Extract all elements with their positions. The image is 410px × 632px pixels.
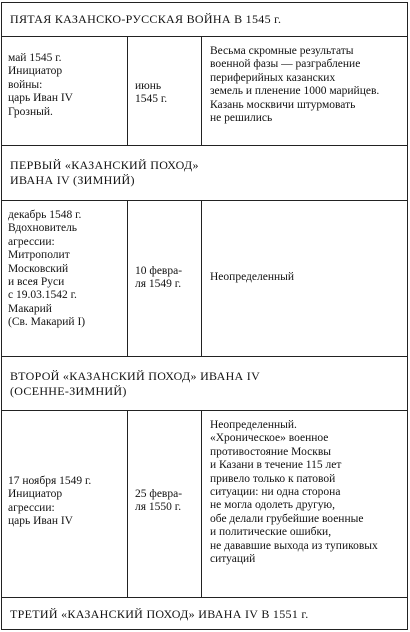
- result-cell: Весьма скромные результаты военной фазы — разграбление периферийных казанских земель и пленение 1000 марийцев. Казань москвичи штурмовать не решились: [210, 45, 380, 125]
- section-heading: ПЕРВЫЙ «КАЗАНСКИЙ ПОХОД» ИВАНА IV (ЗИМНИЙ): [10, 158, 199, 187]
- end-date-cell: 25 февра- ля 1550 г.: [128, 411, 202, 597]
- end-date-cell: июнь 1545 г.: [128, 37, 202, 145]
- section-heading: ТРЕТИЙ «КАЗАНСКИЙ ПОХОД» ИВАНА IV В 1551 г.: [10, 607, 309, 621]
- result-cell: Неопределенный. «Хроническое» военное противостояние Москвы и Казани в течение 115 лет привело только к патовой ситуации: ни одна сторона не могла одолеть другую, обе делали грубейшие военные и политические ошибки, не дававшие выхода из тупиковых ситуаций: [210, 419, 378, 566]
- campaigns-table: [1, 2, 408, 630]
- section-heading-row: [2, 146, 407, 201]
- table-row: [2, 201, 407, 357]
- start-date-cell: декабрь 1548 г. Вдохновитель агрессии: Митрополит Московский и всея Руси с 19.03.1542 г. Макарий (Св. Макарий I): [2, 201, 128, 356]
- section-heading: ПЯТАЯ КАЗАНСКО-РУССКАЯ ВОЙНА В 1545 г.: [10, 12, 282, 26]
- section-heading-row: [2, 598, 407, 631]
- table-row: [2, 37, 407, 146]
- result-cell: Неопределенный: [210, 271, 295, 283]
- start-date-cell: 17 ноября 1549 г. Инициатор агрессии: царь Иван IV: [2, 411, 128, 597]
- section-heading-row: [2, 357, 407, 411]
- section-heading-row: [2, 3, 407, 37]
- end-date-cell: 10 февра- ля 1549 г.: [128, 201, 202, 356]
- start-date-cell: май 1545 г. Инициатор войны: царь Иван IV Грозный.: [2, 37, 128, 145]
- section-heading: ВТОРОЙ «КАЗАНСКИЙ ПОХОД» ИВАНА IV (ОСЕННЕ-ЗИМНИЙ): [10, 368, 261, 398]
- table-row: [2, 411, 407, 598]
